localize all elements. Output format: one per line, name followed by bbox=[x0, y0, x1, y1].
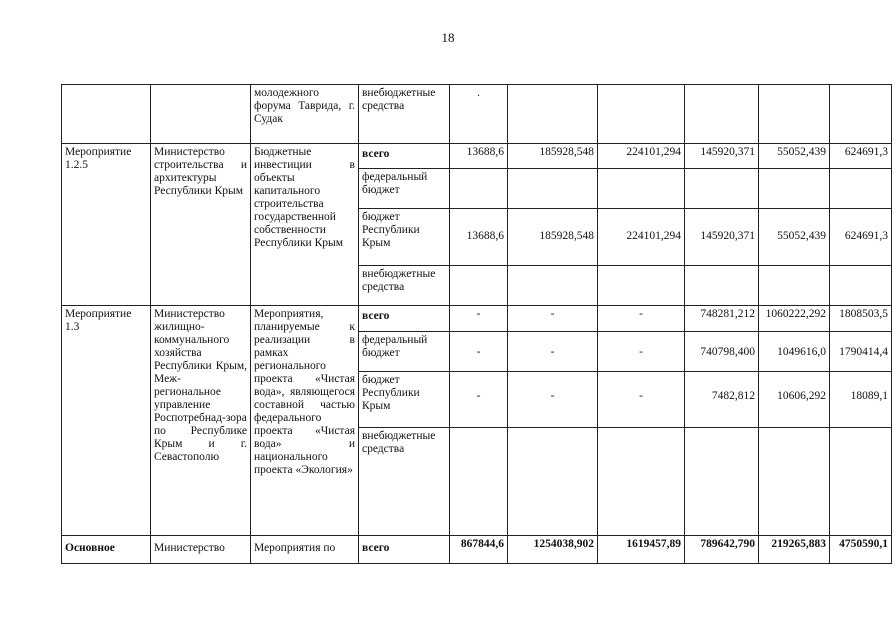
measure-cell: Мероприятие 1.3 bbox=[62, 306, 151, 536]
measure-name-cell: молодежного форума Таврида, г. Судак bbox=[251, 85, 359, 144]
value-cell bbox=[508, 169, 598, 209]
value-cell: - bbox=[450, 372, 508, 428]
value-cell: 1790414,4 bbox=[830, 332, 892, 372]
value-cell bbox=[759, 428, 830, 536]
page-number: 18 bbox=[441, 30, 455, 45]
funding-source-cell: внебюджетные средства bbox=[359, 428, 450, 536]
funding-source-cell: бюджет Республики Крым bbox=[359, 372, 450, 428]
value-cell bbox=[508, 428, 598, 536]
value-cell bbox=[598, 85, 685, 144]
value-cell bbox=[830, 428, 892, 536]
value-cell: 185928,548 bbox=[508, 144, 598, 169]
value-cell: 224101,294 bbox=[598, 209, 685, 266]
measure-name-cell: Мероприятия по bbox=[251, 536, 359, 564]
value-cell: 18089,1 bbox=[830, 372, 892, 428]
value-cell: 185928,548 bbox=[508, 209, 598, 266]
value-cell: 1254038,902 bbox=[508, 536, 598, 564]
value-cell bbox=[598, 428, 685, 536]
value-cell: 219265,883 bbox=[759, 536, 830, 564]
funding-source-cell: всего bbox=[359, 536, 450, 564]
executor-cell: Министерство жилищно-коммунального хозяйства Республики Крым, Меж-региональное управление Роспотребнад-зора по Республике Крым и г. Севастополю bbox=[151, 306, 251, 536]
executor-cell: Министерство строительства и архитектуры Республики Крым bbox=[151, 144, 251, 306]
value-cell: 624691,3 bbox=[830, 209, 892, 266]
table-row bbox=[62, 306, 892, 332]
value-cell: - bbox=[450, 332, 508, 372]
value-cell: 789642,790 bbox=[685, 536, 759, 564]
measure-cell: Основное bbox=[62, 536, 151, 564]
value-cell: - bbox=[508, 372, 598, 428]
measure-cell bbox=[62, 85, 151, 144]
value-cell: 55052,439 bbox=[759, 209, 830, 266]
value-cell bbox=[450, 266, 508, 306]
value-cell: 867844,6 bbox=[450, 536, 508, 564]
executor-cell: Министерство bbox=[151, 536, 251, 564]
value-cell: 1619457,89 bbox=[598, 536, 685, 564]
value-cell: 748281,212 bbox=[685, 306, 759, 332]
funding-source-cell: бюджет Республики Крым bbox=[359, 209, 450, 266]
value-cell bbox=[685, 85, 759, 144]
value-cell bbox=[508, 85, 598, 144]
table-row bbox=[62, 536, 892, 564]
value-cell bbox=[830, 266, 892, 306]
value-cell: 224101,294 bbox=[598, 144, 685, 169]
value-cell bbox=[759, 266, 830, 306]
measure-name-cell: Бюджетные инвестиции в объекты капитального строительства государственной собственности Республики Крым bbox=[251, 144, 359, 306]
value-cell bbox=[759, 85, 830, 144]
value-cell bbox=[759, 169, 830, 209]
value-cell: 740798,400 bbox=[685, 332, 759, 372]
value-cell: 7482,812 bbox=[685, 372, 759, 428]
budget-table bbox=[61, 84, 892, 564]
value-cell: 13688,6 bbox=[450, 144, 508, 169]
value-cell: 145920,371 bbox=[685, 209, 759, 266]
value-cell: 4750590,1 bbox=[830, 536, 892, 564]
value-cell: - bbox=[508, 332, 598, 372]
value-cell bbox=[830, 169, 892, 209]
value-cell bbox=[685, 169, 759, 209]
value-cell bbox=[450, 169, 508, 209]
value-cell bbox=[830, 85, 892, 144]
funding-source-cell: внебюджетные средства bbox=[359, 266, 450, 306]
measure-name-cell: Мероприятия, планируемые к реализации в рамках регионального проекта «Чистая вода», являющегося составной частью федерального проекта «Чистая вода» и национального проекта «Экология» bbox=[251, 306, 359, 536]
value-cell: - bbox=[598, 372, 685, 428]
table-row bbox=[62, 85, 892, 144]
value-cell bbox=[685, 266, 759, 306]
value-cell: 1060222,292 bbox=[759, 306, 830, 332]
value-cell: - bbox=[598, 332, 685, 372]
value-cell: - bbox=[450, 306, 508, 332]
value-cell: . bbox=[450, 85, 508, 144]
executor-cell bbox=[151, 85, 251, 144]
value-cell: - bbox=[508, 306, 598, 332]
value-cell: 1808503,5 bbox=[830, 306, 892, 332]
funding-source-cell: внебюджетные средства bbox=[359, 85, 450, 144]
table-row bbox=[62, 144, 892, 169]
funding-source-cell: федеральный бюджет bbox=[359, 332, 450, 372]
funding-source-cell: федеральный бюджет bbox=[359, 169, 450, 209]
value-cell: 624691,3 bbox=[830, 144, 892, 169]
value-cell: 55052,439 bbox=[759, 144, 830, 169]
value-cell bbox=[508, 266, 598, 306]
value-cell: 145920,371 bbox=[685, 144, 759, 169]
measure-cell: Мероприятие 1.2.5 bbox=[62, 144, 151, 306]
value-cell: - bbox=[598, 306, 685, 332]
value-cell: 1049616,0 bbox=[759, 332, 830, 372]
funding-source-cell: всего bbox=[359, 306, 450, 332]
value-cell: 10606,292 bbox=[759, 372, 830, 428]
value-cell: 13688,6 bbox=[450, 209, 508, 266]
funding-source-cell: всего bbox=[359, 144, 450, 169]
value-cell bbox=[685, 428, 759, 536]
value-cell bbox=[598, 266, 685, 306]
value-cell bbox=[450, 428, 508, 536]
value-cell bbox=[598, 169, 685, 209]
